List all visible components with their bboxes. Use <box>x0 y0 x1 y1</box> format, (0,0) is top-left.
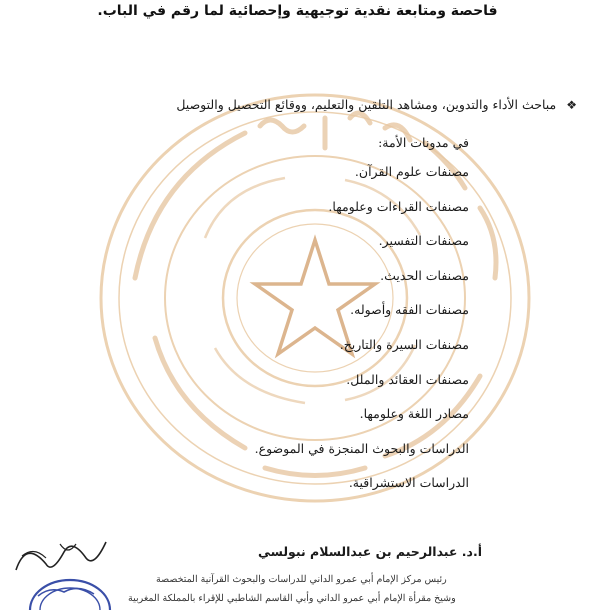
header-text: فاحصة ومتابعة نقدية توجيهية وإحصائية لما رقم في الباب. <box>97 3 498 19</box>
list-item: مصنفات علوم القرآن. <box>354 164 469 179</box>
official-stamp-icon <box>8 526 123 610</box>
list-item: مصنفات القراءات وعلومها. <box>328 198 469 214</box>
list-item: مصنفات الفقه وأصوله. <box>350 302 469 318</box>
bullet-text: مباحث الأداء والتدوين، ومشاهد التلقين والتعليم، ووقائع التحصيل والتوصيل <box>176 97 557 112</box>
bullet-paragraph <box>176 97 577 112</box>
signature-role: رئيس مركز الإمام أبي عمرو الداني للدراسات والبحوث القرآنية المتخصصة <box>156 574 447 585</box>
list-item: مصنفات الحديث. <box>380 267 469 283</box>
list-item: مصنفات العقائد والملل. <box>346 371 469 387</box>
list-item: مصنفات التفسير. <box>378 233 469 249</box>
signature-role-continued: وشيخ مقرأة الإمام أبي عمرو الداني وأبي القاسم الشاطبي للإقراء بالمملكة المغربية <box>128 593 456 604</box>
bullet-continuation: في مدونات الأمة: <box>378 135 469 150</box>
list-item: الدراسات والبحوث المنجزة في الموضوع. <box>254 440 469 456</box>
diamond-bullet-icon: ❖ <box>566 98 577 112</box>
list-item: الدراسات الاستشراقية. <box>348 475 469 491</box>
list-item: مصادر اللغة وعلومها. <box>359 406 469 422</box>
list-item: مصنفات السيرة والتاريخ. <box>339 336 469 352</box>
signature-name: أ.د. عبدالرحيم بن عبدالسلام نبولسي <box>258 544 482 559</box>
sources-list <box>255 165 469 511</box>
